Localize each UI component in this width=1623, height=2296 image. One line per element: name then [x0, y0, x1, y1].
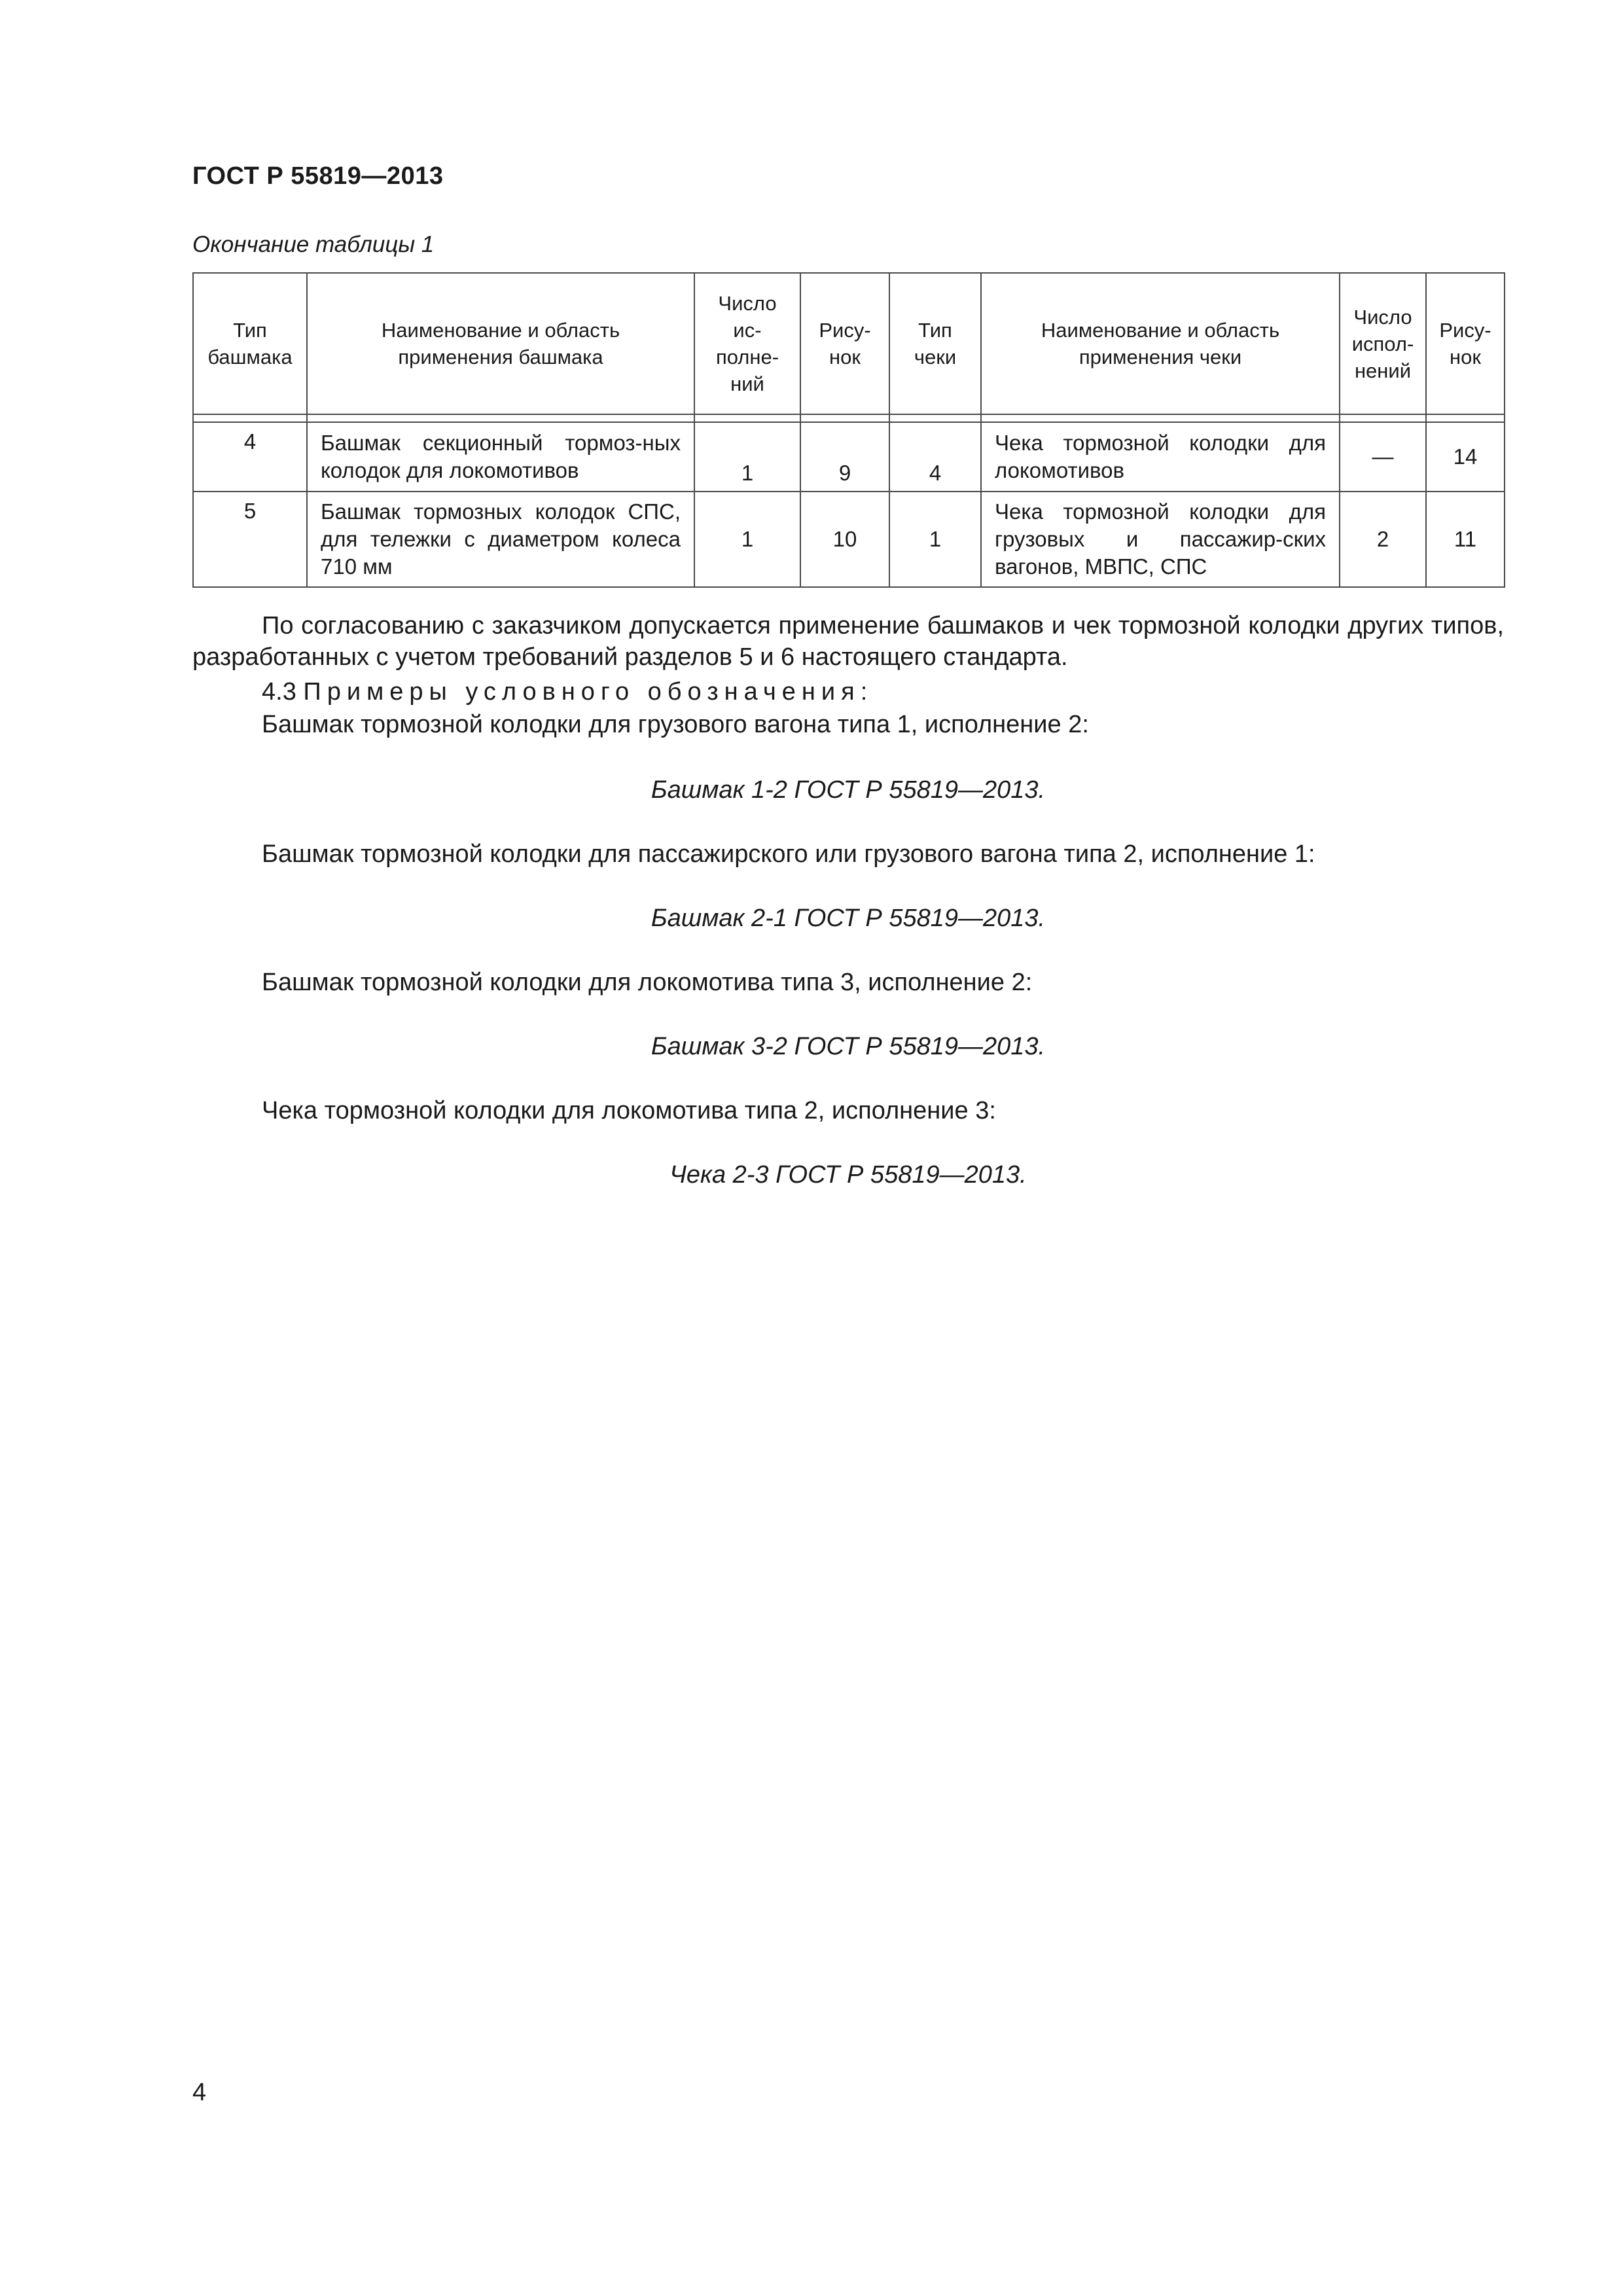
table-row: [193, 492, 1505, 587]
section-heading: [262, 678, 873, 706]
table-cell: 1: [889, 492, 981, 587]
example-designation: Башмак 1-2 ГОСТ Р 55819—2013.: [651, 776, 1046, 804]
body-paragraph: По согласованию с заказчиком допускается применение башмаков и чек тормозной колодки других типов, разработанных с учетом требований разделов 5 и 6 настоящего стандарта.: [192, 612, 1504, 671]
column-header: Рису- нок: [800, 273, 889, 414]
column-header: Наименование и область применения чеки: [981, 273, 1340, 414]
section-title: Примеры условного обозначения:: [303, 678, 874, 706]
column-header: Наименование и область применения башмака: [307, 273, 694, 414]
example-text: Башмак тормозной колодки для локомотива типа 3, исполнение 2:: [262, 969, 1033, 996]
example-designation: Башмак 3-2 ГОСТ Р 55819—2013.: [651, 1033, 1046, 1060]
table-cell: —: [1340, 422, 1426, 492]
table-cell: 14: [1426, 422, 1505, 492]
column-header: Число ис- полне- ний: [694, 273, 800, 414]
table-cell: 1: [694, 422, 800, 492]
column-header: Рису- нок: [1426, 273, 1505, 414]
table-row: [193, 422, 1505, 492]
table-cell: Чека тормозной колодки для локомотивов: [981, 422, 1340, 492]
example-text: Башмак тормозной колодки для пассажирского или грузового вагона типа 2, исполнение 1:: [262, 840, 1315, 868]
column-header: Тип чеки: [889, 273, 981, 414]
page-number: 4: [192, 2079, 207, 2106]
table-header-row: [193, 273, 1505, 414]
table-cell: 10: [800, 492, 889, 587]
header-separator-row: [193, 414, 1505, 422]
table-cell: 4: [889, 422, 981, 492]
table-cell: 4: [193, 422, 307, 492]
example-designation: Башмак 2-1 ГОСТ Р 55819—2013.: [651, 905, 1046, 932]
section-number: 4.3: [262, 678, 296, 706]
table-cell: 5: [193, 492, 307, 587]
table-cell: Башмак секционный тормоз-ных колодок для локомотивов: [307, 422, 694, 492]
column-header: Число испол- нений: [1340, 273, 1426, 414]
table-cell: 9: [800, 422, 889, 492]
brake-shoe-table: [192, 272, 1505, 588]
table-cell: 1: [694, 492, 800, 587]
table-cell: Башмак тормозных колодок СПС, для тележки с диаметром колеса 710 мм: [307, 492, 694, 587]
table-cell: 2: [1340, 492, 1426, 587]
column-header: Тип башмака: [193, 273, 307, 414]
example-text: Башмак тормозной колодки для грузового вагона типа 1, исполнение 2:: [262, 711, 1089, 738]
example-designation: Чека 2-3 ГОСТ Р 55819—2013.: [669, 1161, 1027, 1189]
table-cell: Чека тормозной колодки для грузовых и пассажир-ских вагонов, МВПС, СПС: [981, 492, 1340, 587]
document-header: ГОСТ Р 55819—2013: [192, 162, 444, 190]
table-cell: 11: [1426, 492, 1505, 587]
table-caption: Окончание таблицы 1: [192, 232, 435, 257]
example-text: Чека тормозной колодки для локомотива типа 2, исполнение 3:: [262, 1097, 996, 1124]
